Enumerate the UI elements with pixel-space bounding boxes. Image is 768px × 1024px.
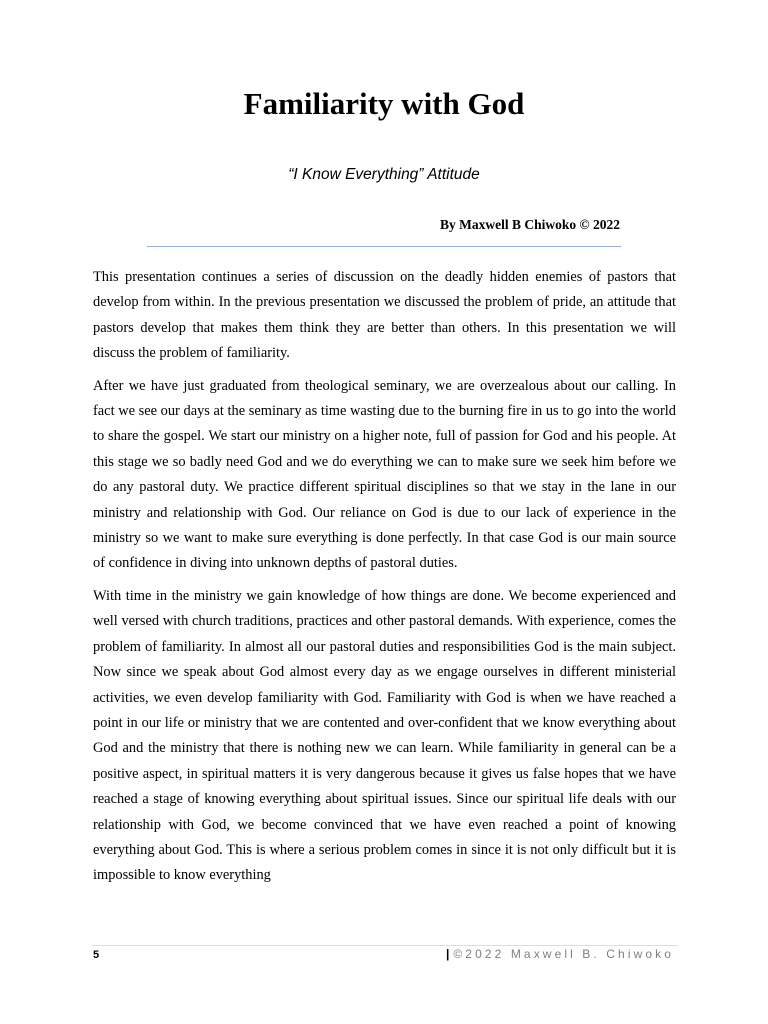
paragraph: This presentation continues a series of discussion on the deadly hidden enemies of pastors that develop from within. In the previous presentation we discussed the problem of pride, an attitude that pastors develop that makes them think they are better than others. In this presentation we will discuss the problem of familiarity. <box>93 269 676 362</box>
body-text <box>93 265 676 896</box>
footer-copyright <box>446 947 674 961</box>
footer-divider <box>92 945 678 946</box>
paragraph: After we have just graduated from theological seminary, we are overzealous about our calling. In fact we see our days at the seminary as time wasting due to the burning fire in us to go into the world to share the gospel. We start our ministry on a higher note, full of passion for God and his people. At this stage we so badly need God and we do everything we can to make sure we seek him before we do any pastoral duty. We practice different spiritual disciplines so that we stay in the lane in our ministry and relationship with God. Our reliance on God is due to our lack of experience in the ministry so we want to make sure everything is done perfectly. In that case God is our main source of confidence in diving into unknown depths of pastoral duties. <box>93 377 676 572</box>
title-divider <box>147 246 621 247</box>
page-number: 5 <box>93 949 100 961</box>
footer-copyright-text: ©2022 Maxwell B. Chiwoko <box>453 947 674 961</box>
author-byline: By Maxwell B Chiwoko © 2022 <box>440 217 620 232</box>
paragraph: With time in the ministry we gain knowledge of how things are done. We become experienced and well versed with church traditions, practices and other pastoral demands. With experience, comes the problem of familiarity. In almost all our pastoral duties and responsibilities God is the main subject. Now since we speak about God almost every day as we engage ourselves in different ministerial activities, we even develop familiarity with God. Familiarity with God is when we have reached a point in our life or ministry that we are contented and over-confident that we know everything about God and the ministry that there is nothing new we can learn. While familiarity in general can be a positive aspect, in spiritual matters it is very dangerous because it gives us false hopes that we have reached a stage of knowing everything about spiritual issues. Since our spiritual life deals with our relationship with God, we become convinced that we have even reached a point of knowing everything about God. This is where a serious problem comes in since it is not only difficult but it is impossible to know everything <box>93 587 676 884</box>
document-title: Familiarity with God <box>243 86 525 121</box>
footer-separator: | <box>446 947 450 961</box>
document-subtitle: “I Know Everything” Attitude <box>288 166 480 183</box>
